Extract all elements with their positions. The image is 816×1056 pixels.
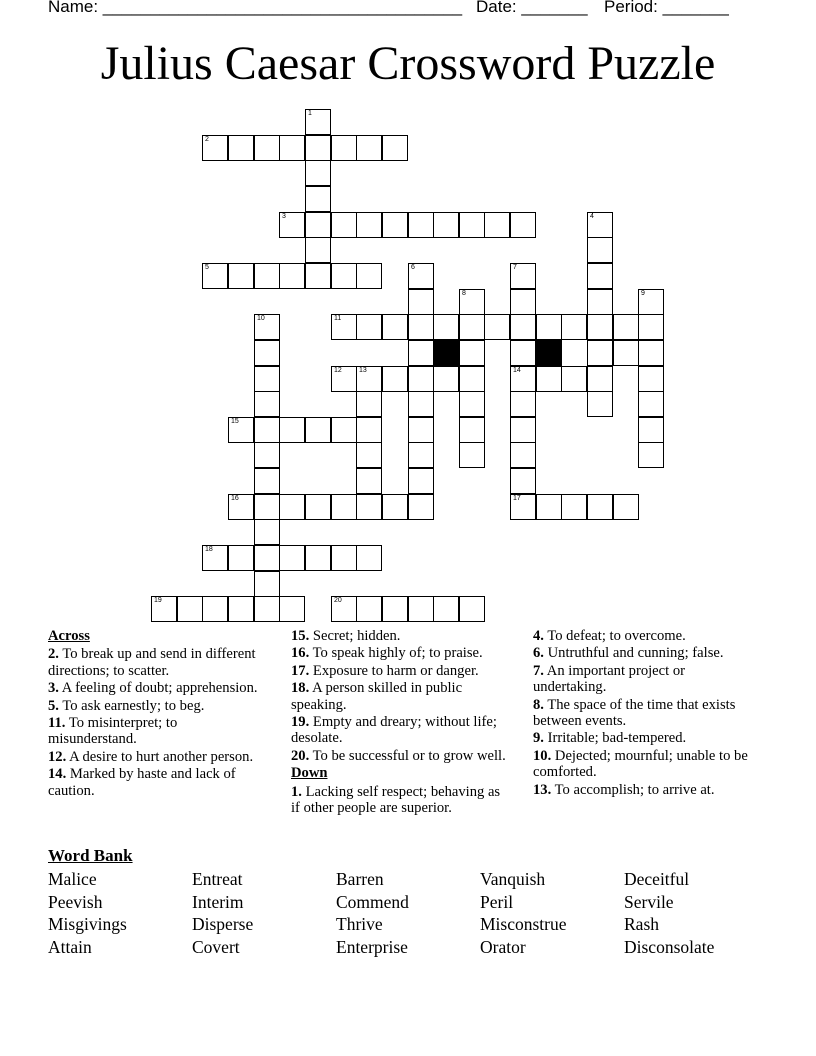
- grid-cell[interactable]: [228, 135, 254, 161]
- grid-cell[interactable]: [561, 366, 587, 392]
- grid-cell[interactable]: [305, 135, 331, 161]
- grid-cell[interactable]: [587, 494, 613, 520]
- grid-cell[interactable]: [279, 263, 305, 289]
- grid-cell[interactable]: [254, 468, 280, 494]
- clue-across-16: 16. To speak highly of; to praise.: [291, 645, 483, 662]
- clue-down-8: 8. The space of the time that exists between events.: [533, 696, 736, 730]
- clue-number: 5: [205, 264, 209, 271]
- grid-cell[interactable]: [638, 340, 664, 366]
- grid-cell[interactable]: [613, 494, 639, 520]
- clue-down-7: 7. An important project or undertaking.: [533, 662, 685, 696]
- grid-cell[interactable]: [356, 314, 382, 340]
- name-field[interactable]: Name: ______________________________________: [48, 0, 463, 16]
- grid-cell[interactable]: [331, 494, 357, 520]
- clue-number: 6: [411, 264, 415, 271]
- grid-cell[interactable]: [279, 417, 305, 443]
- grid-cell[interactable]: [459, 340, 485, 366]
- grid-cell[interactable]: [408, 468, 434, 494]
- grid-cell[interactable]: [305, 237, 331, 263]
- down-heading: Down: [291, 765, 328, 782]
- word-bank-item: Attain: [48, 937, 92, 958]
- grid-cell[interactable]: [587, 212, 613, 238]
- grid-cell[interactable]: [433, 366, 459, 392]
- grid-cell[interactable]: [356, 212, 382, 238]
- grid-cell[interactable]: [510, 417, 536, 443]
- word-bank-item: Misgivings: [48, 914, 127, 935]
- clue-down-1: 1. Lacking self respect; behaving as if other people are superior.: [291, 783, 501, 817]
- grid-cell[interactable]: [459, 289, 485, 315]
- word-bank-item: Deceitful: [624, 869, 690, 889]
- grid-cell[interactable]: [356, 545, 382, 571]
- word-bank-item: Vanquish: [480, 869, 546, 889]
- word-bank-item: Commend: [336, 891, 409, 912]
- word-bank-item: Thrive: [336, 914, 383, 935]
- clue-across-17: 17. Exposure to harm or danger.: [291, 662, 479, 679]
- clue-across-19: 19. Empty and dreary; without life; desolate.: [291, 714, 497, 747]
- grid-cell[interactable]: [587, 314, 613, 340]
- grid-cell[interactable]: [254, 263, 280, 289]
- grid-cell[interactable]: [254, 494, 280, 520]
- clue-down-6: 6. Untruthful and cunning; false.: [533, 645, 724, 662]
- down-clues-column-3: [533, 628, 758, 799]
- grid-cell[interactable]: [254, 135, 280, 161]
- grid-cell[interactable]: [510, 442, 536, 468]
- clue-number: 7: [513, 264, 517, 271]
- grid-cell[interactable]: [536, 366, 562, 392]
- grid-cell[interactable]: [356, 596, 382, 622]
- grid-cell[interactable]: [331, 135, 357, 161]
- grid-cell[interactable]: [305, 263, 331, 289]
- period-field[interactable]: Period: _______: [604, 0, 729, 16]
- grid-cell[interactable]: [561, 314, 587, 340]
- clue-down-4: 4. To defeat; to overcome.: [533, 628, 686, 644]
- clue-down-9: 9. Irritable; bad-tempered.: [533, 730, 687, 747]
- grid-cell[interactable]: [459, 417, 485, 443]
- grid-cell[interactable]: [638, 442, 664, 468]
- clue-across-5: 5. To ask earnestly; to beg.: [48, 697, 205, 714]
- clue-number: 12: [334, 367, 342, 374]
- clue-number: 15: [231, 418, 239, 425]
- word-bank-title: Word Bank: [48, 846, 133, 865]
- grid-cell[interactable]: [587, 391, 613, 417]
- grid-cell[interactable]: [587, 289, 613, 315]
- grid-cell[interactable]: [382, 596, 408, 622]
- grid-cell[interactable]: [177, 596, 203, 622]
- grid-cell[interactable]: [510, 314, 536, 340]
- grid-cell[interactable]: [228, 596, 254, 622]
- grid-cell[interactable]: [202, 545, 228, 571]
- grid-cell[interactable]: [459, 212, 485, 238]
- clue-number: 19: [154, 597, 162, 604]
- word-bank-item: Enterprise: [336, 937, 408, 958]
- grid-cell[interactable]: [587, 263, 613, 289]
- clues-column-2: [291, 628, 511, 817]
- grid-cell[interactable]: [510, 366, 536, 392]
- grid-cell[interactable]: [356, 494, 382, 520]
- grid-cell[interactable]: [382, 212, 408, 238]
- grid-cell[interactable]: [408, 596, 434, 622]
- grid-cell[interactable]: [484, 212, 510, 238]
- grid-cell[interactable]: [305, 494, 331, 520]
- grid-cell[interactable]: [331, 417, 357, 443]
- grid-cell[interactable]: [254, 571, 280, 597]
- word-bank-item: Barren: [336, 869, 384, 889]
- grid-cell[interactable]: [305, 186, 331, 212]
- grid-cell[interactable]: [331, 263, 357, 289]
- grid-cell[interactable]: [305, 417, 331, 443]
- grid-cell[interactable]: [510, 391, 536, 417]
- grid-cell[interactable]: [408, 442, 434, 468]
- grid-cell[interactable]: [254, 442, 280, 468]
- grid-cell[interactable]: [510, 289, 536, 315]
- grid-cell[interactable]: [638, 391, 664, 417]
- grid-cell[interactable]: [228, 494, 254, 520]
- grid-cell[interactable]: [228, 263, 254, 289]
- grid-cell[interactable]: [459, 442, 485, 468]
- grid-cell[interactable]: [331, 596, 357, 622]
- clue-number: 9: [641, 290, 645, 297]
- word-bank-item: Interim: [192, 891, 244, 912]
- grid-cell[interactable]: [202, 263, 228, 289]
- grid-cell[interactable]: [382, 494, 408, 520]
- word-bank-item: Disperse: [192, 914, 254, 935]
- grid-cell[interactable]: [484, 314, 510, 340]
- grid-cell[interactable]: [561, 494, 587, 520]
- page-title: Julius Caesar Crossword Puzzle: [100, 37, 716, 90]
- clue-number: 17: [513, 495, 521, 502]
- grid-cell[interactable]: [408, 289, 434, 315]
- clue-number: 3: [282, 213, 286, 220]
- grid-cell[interactable]: [331, 314, 357, 340]
- grid-cell[interactable]: [254, 545, 280, 571]
- grid-cell[interactable]: [254, 391, 280, 417]
- clue-across-20: 20. To be successful or to grow well.: [291, 747, 506, 764]
- grid-cell[interactable]: [510, 494, 536, 520]
- date-field[interactable]: Date: _______: [476, 0, 588, 16]
- grid-cell[interactable]: [613, 340, 639, 366]
- clue-number: 2: [205, 136, 209, 143]
- clue-number: 13: [359, 367, 367, 374]
- grid-cell[interactable]: [279, 212, 305, 238]
- grid-cell[interactable]: [331, 212, 357, 238]
- grid-cell[interactable]: [356, 442, 382, 468]
- grid-cell[interactable]: [202, 135, 228, 161]
- grid-cell[interactable]: [228, 417, 254, 443]
- grid-cell[interactable]: [254, 596, 280, 622]
- clue-down-10: 10. Dejected; mournful; unable to be comforted.: [533, 747, 748, 781]
- grid-cell[interactable]: [356, 263, 382, 289]
- grid-cell[interactable]: [356, 391, 382, 417]
- grid-cell[interactable]: [356, 417, 382, 443]
- grid-cell[interactable]: [356, 468, 382, 494]
- grid-cell[interactable]: [408, 366, 434, 392]
- clue-number: 8: [462, 290, 466, 297]
- clue-across-3: 3. A feeling of doubt; apprehension.: [48, 680, 258, 697]
- grid-cell[interactable]: [510, 263, 536, 289]
- grid-cell[interactable]: [638, 417, 664, 443]
- grid-cell[interactable]: [408, 494, 434, 520]
- grid-cell[interactable]: [228, 545, 254, 571]
- grid-cell[interactable]: [638, 314, 664, 340]
- grid-cell[interactable]: [279, 545, 305, 571]
- grid-cell[interactable]: [254, 519, 280, 545]
- grid-cell[interactable]: [408, 340, 434, 366]
- grid-cell[interactable]: [305, 160, 331, 186]
- grid-cell[interactable]: [459, 314, 485, 340]
- clue-across-2: 2. To break up and send in different directions; to scatter.: [48, 646, 256, 679]
- clue-number: 1: [308, 110, 312, 117]
- across-clues-column-1: [48, 628, 268, 800]
- grid-cell[interactable]: [408, 417, 434, 443]
- clue-across-11: 11. To misinterpret; to misunderstand.: [48, 715, 178, 748]
- grid-cell[interactable]: [459, 391, 485, 417]
- grid-cell[interactable]: [331, 366, 357, 392]
- word-bank-item: Servile: [624, 891, 674, 912]
- word-bank-item: Peril: [480, 891, 514, 912]
- grid-cell[interactable]: [151, 596, 177, 622]
- clue-number: 18: [205, 546, 213, 553]
- grid-cell[interactable]: [279, 596, 305, 622]
- clue-across-14: 14. Marked by haste and lack of caution.: [48, 766, 236, 799]
- word-bank-item: Rash: [624, 914, 659, 935]
- grid-cell[interactable]: [279, 494, 305, 520]
- grid-cell[interactable]: [536, 314, 562, 340]
- word-bank-item: Orator: [480, 937, 526, 958]
- grid-cell[interactable]: [433, 596, 459, 622]
- clue-across-15: 15. Secret; hidden.: [291, 628, 401, 644]
- grid-cell[interactable]: [279, 135, 305, 161]
- grid-cell[interactable]: [433, 314, 459, 340]
- grid-cell[interactable]: [382, 135, 408, 161]
- grid-cell[interactable]: [408, 263, 434, 289]
- clue-number: 20: [334, 597, 342, 604]
- grid-cell[interactable]: [587, 366, 613, 392]
- grid-cell[interactable]: [382, 314, 408, 340]
- word-bank-item: Entreat: [192, 869, 243, 889]
- grid-cell[interactable]: [459, 596, 485, 622]
- grid-cell[interactable]: [587, 340, 613, 366]
- grid-cell[interactable]: [356, 135, 382, 161]
- word-bank-item: Misconstrue: [480, 914, 567, 935]
- word-bank-item: Peevish: [48, 891, 103, 912]
- grid-cell[interactable]: [587, 237, 613, 263]
- word-bank-item: Disconsolate: [624, 937, 715, 958]
- clue-number: 11: [334, 315, 342, 322]
- grid-cell[interactable]: [638, 366, 664, 392]
- grid-cell[interactable]: [638, 289, 664, 315]
- grid-cell[interactable]: [408, 391, 434, 417]
- black-cell: [536, 340, 562, 366]
- grid-cell[interactable]: [382, 366, 408, 392]
- grid-cell[interactable]: [510, 468, 536, 494]
- grid-cell[interactable]: [254, 314, 280, 340]
- black-cell: [433, 340, 459, 366]
- grid-cell[interactable]: [356, 366, 382, 392]
- clue-down-13: 13. To accomplish; to arrive at.: [533, 781, 715, 798]
- grid-cell[interactable]: [202, 596, 228, 622]
- grid-cell[interactable]: [305, 545, 331, 571]
- grid-cell[interactable]: [254, 340, 280, 366]
- grid-cell[interactable]: [305, 212, 331, 238]
- grid-cell[interactable]: [510, 212, 536, 238]
- grid-cell[interactable]: [613, 314, 639, 340]
- clue-number: 14: [513, 367, 521, 374]
- grid-cell[interactable]: [510, 340, 536, 366]
- grid-cell[interactable]: [254, 417, 280, 443]
- clue-number: 10: [257, 315, 265, 322]
- grid-cell[interactable]: [536, 494, 562, 520]
- clue-across-12: 12. A desire to hurt another person.: [48, 748, 254, 765]
- across-heading: Across: [48, 628, 90, 644]
- word-bank-item: Covert: [192, 937, 240, 958]
- grid-cell[interactable]: [433, 212, 459, 238]
- clue-number: 4: [590, 213, 594, 220]
- grid-cell[interactable]: [331, 545, 357, 571]
- grid-cell[interactable]: [408, 212, 434, 238]
- grid-cell[interactable]: [305, 109, 331, 135]
- grid-cell[interactable]: [254, 366, 280, 392]
- clue-across-18: 18. A person skilled in public speaking.: [291, 680, 463, 713]
- clue-number: 16: [231, 495, 239, 502]
- grid-cell[interactable]: [408, 314, 434, 340]
- grid-cell[interactable]: [459, 366, 485, 392]
- word-bank-item: Malice: [48, 869, 97, 889]
